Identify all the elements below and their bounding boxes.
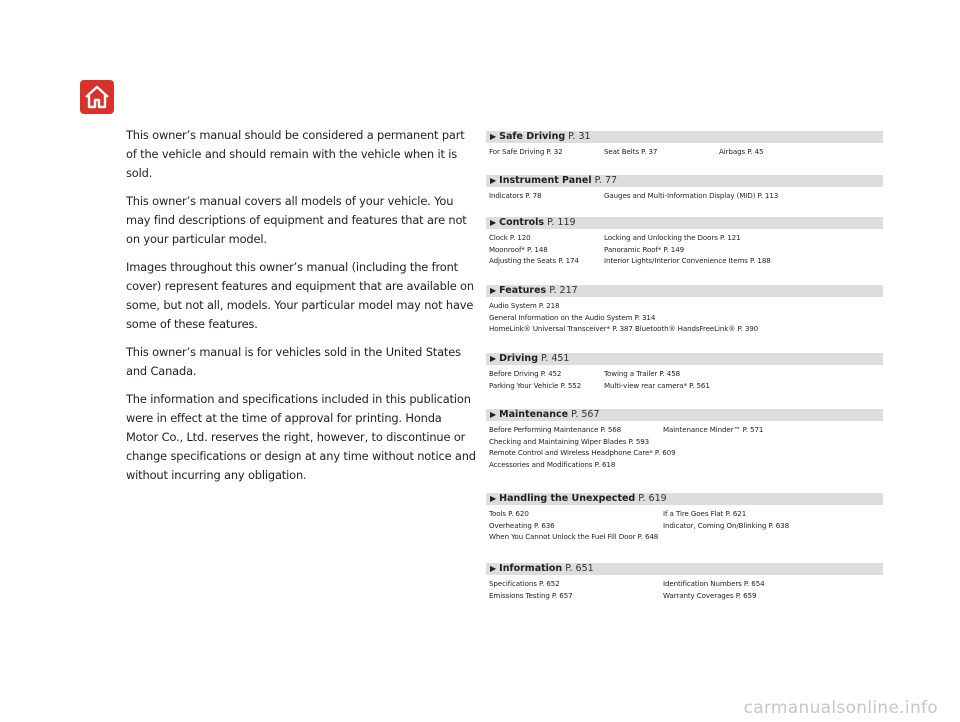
toc-entry[interactable]: Locking and Unlocking the Doors P. 121 <box>604 233 741 242</box>
toc-entry[interactable]: Adjusting the Seats P. 174 <box>489 256 579 265</box>
toc-section-safe-driving <box>486 131 883 158</box>
toc-entry[interactable]: Tools P. 620 <box>489 509 529 518</box>
arrow-icon: ▶ <box>490 564 497 573</box>
toc-entry[interactable]: Before Driving P. 452 <box>489 369 562 378</box>
toc-entry[interactable]: HomeLink® Universal Transceiver* P. 387 Bluetooth® HandsFreeLink® P. 390 <box>489 324 759 333</box>
section-header[interactable] <box>486 285 883 297</box>
toc-entry[interactable]: Panoramic Roof* P. 149 <box>604 244 685 254</box>
section-title: Maintenance <box>499 409 569 420</box>
section-header[interactable] <box>486 175 883 187</box>
toc-entry[interactable]: Checking and Maintaining Wiper Blades P. 593 <box>489 436 650 446</box>
arrow-icon: ▶ <box>490 218 497 227</box>
toc-entry[interactable]: Clock P. 120 <box>489 233 531 242</box>
arrow-icon: ▶ <box>490 132 497 141</box>
toc-entry[interactable]: Indicators P. 78 <box>489 191 542 200</box>
toc-entry[interactable]: Audio System P. 218 <box>489 301 560 310</box>
section-page: P. 619 <box>638 493 667 504</box>
toc-entry[interactable]: Emissions Testing P. 657 <box>489 590 573 600</box>
home-icon <box>84 85 110 109</box>
section-title: Features <box>499 285 547 296</box>
toc-entry[interactable]: Interior Lights/Interior Convenience Items P. 188 <box>604 256 771 265</box>
section-page: P. 451 <box>541 353 570 364</box>
section-page: P. 651 <box>565 563 594 574</box>
toc-entry[interactable]: Accessories and Modifications P. 618 <box>489 459 616 469</box>
toc-entry[interactable]: If a Tire Goes Flat P. 621 <box>663 509 747 518</box>
toc-entry[interactable]: Seat Belts P. 37 <box>604 147 658 156</box>
section-title: Driving <box>499 353 538 364</box>
toc-entry[interactable]: Remote Control and Wireless Headphone Care* P. 609 <box>489 448 676 457</box>
intro-paragraph: This owner’s manual covers all models of your vehicle. You may find descriptions of equipment and features that are not on your particular model. <box>126 194 467 246</box>
toc-section-controls <box>486 217 883 267</box>
section-header[interactable] <box>486 131 883 143</box>
arrow-icon: ▶ <box>490 494 497 503</box>
section-header[interactable] <box>486 409 883 421</box>
toc-section-instrument-panel <box>486 175 883 202</box>
toc-section-driving <box>486 353 883 391</box>
toc-entry[interactable]: Airbags P. 45 <box>719 147 764 156</box>
toc-entry[interactable]: When You Cannot Unlock the Fuel Fill Door P. 648 <box>489 532 659 541</box>
toc-entry[interactable]: Gauges and Multi-Information Display (MID) P. 113 <box>604 191 779 200</box>
toc-section-handling-the-unexpected <box>486 493 883 543</box>
toc-section-features <box>486 285 883 335</box>
section-header[interactable] <box>486 217 883 229</box>
watermark: carmanualsonline.info <box>743 698 938 718</box>
toc-entry[interactable]: Multi-view rear camera* P. 561 <box>604 380 710 390</box>
toc-entry[interactable]: Overheating P. 636 <box>489 520 555 530</box>
section-page: P. 77 <box>594 175 618 186</box>
toc-entry[interactable]: General Information on the Audio System P. 314 <box>489 312 656 322</box>
section-page: P. 31 <box>568 131 591 142</box>
toc-entry[interactable]: Indicator, Coming On/Blinking P. 638 <box>663 520 790 530</box>
intro-paragraph: Images throughout this owner’s manual (including the front cover) represent features and equipment that are available on some, but not all, models. Your particular model may not have some of these features. <box>126 260 474 331</box>
section-page: P. 567 <box>571 409 600 420</box>
toc-entry[interactable]: Maintenance Minder™ P. 571 <box>663 425 764 434</box>
toc-section-maintenance <box>486 409 883 470</box>
toc-section-information <box>486 563 883 601</box>
toc-entry[interactable]: Warranty Coverages P. 659 <box>663 590 757 600</box>
intro-paragraph: The information and specifications included in this publication were in effect at the time of approval for printing. Honda Motor Co., Ltd. reserves the right, however, to discontinue or change specifications or design at any time without notice and without incurring any obligation. <box>126 392 476 482</box>
arrow-icon: ▶ <box>490 354 497 363</box>
section-title: Controls <box>499 217 545 228</box>
toc-entry[interactable]: Parking Your Vehicle P. 552 <box>489 380 582 390</box>
home-button[interactable] <box>80 80 114 114</box>
toc-entry[interactable]: For Safe Driving P. 32 <box>489 147 563 156</box>
section-header[interactable] <box>486 563 883 575</box>
section-title: Safe Driving <box>499 131 566 142</box>
toc-entry[interactable]: Moonroof* P. 148 <box>489 244 548 254</box>
section-header[interactable] <box>486 493 883 505</box>
arrow-icon: ▶ <box>490 176 497 185</box>
toc-entry[interactable]: Specifications P. 652 <box>489 579 560 588</box>
intro-paragraph: This owner’s manual should be considered a permanent part of the vehicle and should remain with the vehicle when it is sold. <box>126 128 465 180</box>
arrow-icon: ▶ <box>490 286 497 295</box>
section-header[interactable] <box>486 353 883 365</box>
section-title: Handling the Unexpected <box>499 493 636 504</box>
intro-paragraph: This owner’s manual is for vehicles sold in the United States and Canada. <box>126 345 461 378</box>
section-title: Information <box>499 563 563 574</box>
intro-text <box>126 126 476 494</box>
toc-entry[interactable]: Identification Numbers P. 654 <box>663 579 765 588</box>
section-title: Instrument Panel <box>499 175 592 186</box>
toc-entry[interactable]: Before Performing Maintenance P. 568 <box>489 425 622 434</box>
arrow-icon: ▶ <box>490 410 497 419</box>
toc-entry[interactable]: Towing a Trailer P. 458 <box>604 369 681 378</box>
section-page: P. 119 <box>547 217 576 228</box>
section-page: P. 217 <box>549 285 578 296</box>
